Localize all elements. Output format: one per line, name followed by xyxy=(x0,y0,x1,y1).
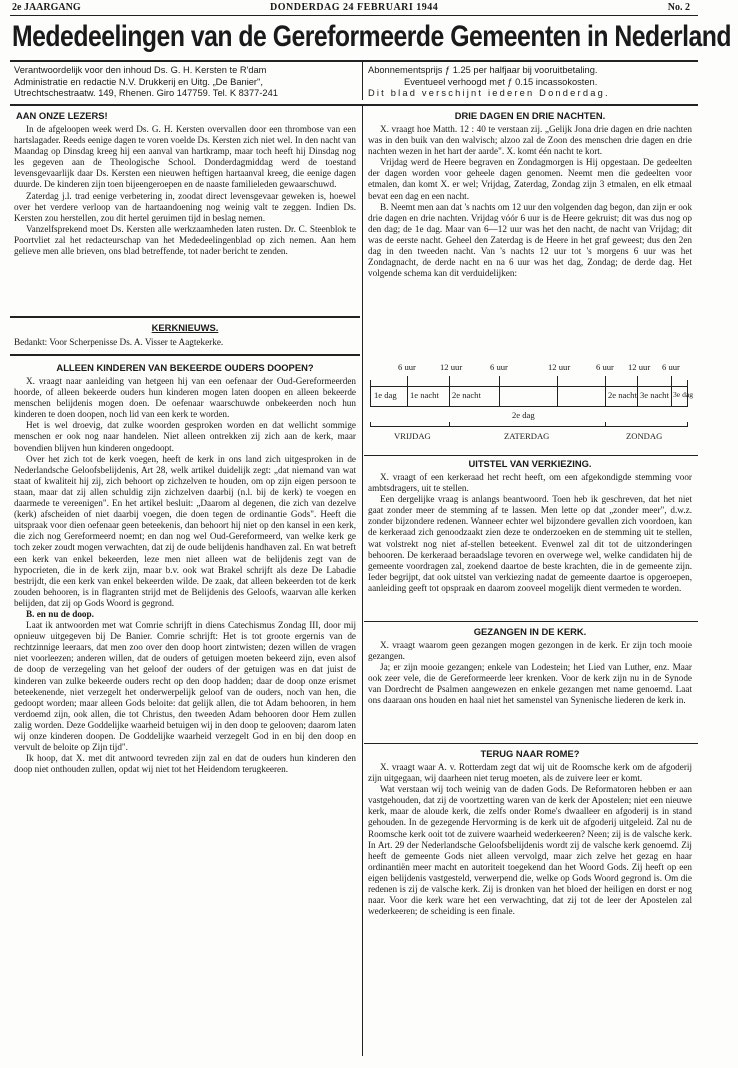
divider xyxy=(10,354,360,356)
schema-tick xyxy=(605,376,606,406)
masthead-title: Mededeelingen van de Gereformeerde Gemeenten in Nederland xyxy=(12,20,732,53)
volume: 2e JAARGANG xyxy=(12,2,81,13)
schema-bracket xyxy=(370,422,371,427)
schema-segment: 3e dag xyxy=(673,390,694,399)
paragraph: Wat verstaan wij toch weinig van de daden Gods. De Reformatoren hebben er aan vastgehouden, dat zij de voortzetting waren van de kerk der Apostelen; niet een nieuwe kerk, maar de aloude kerk, die zelfs onder Rome's dwaalleer en afgoderij is in stand gehouden. In de gezegende Hervorming is de kerk uit de afgoderij uitgeleid. Zal nu de Roomsche kerk ooit tot de zuivere waarheid wederkeeren? Neen; zij is de valsche kerk. In Art. 29 der Nederlandsche Geloofsbelijdenis wordt zij de valsche kerk genoemd. Zij heeft de gemeente Gods niet alleen vervolgd, maar zich zelve het gezag en haar ordinantiën meer macht en autoriteit toegekend dan het Woord Gods. Zij heeft op een eigen belijdenis vastgesteld, verwerpend die, welke op Gods Woord gegrond is. Om die redenen is zij de valsche kerk. Zij is dronken van het bloed der heiligen en dorst er nog naar. Voor die kerk ware het een verwachting, dat zij tot de leer der Apostelen zal wederkeeren; de scheiding is een finale. xyxy=(368,784,692,917)
paragraph: B. Neemt men aan dat 's nachts om 12 uur den volgenden dag begon, dan zijn er ook drie dagen en drie nachten. Vrijdag vóór 6 uur is de Heere gekruist; dit was dus nog op den dag; de 1e dag. Maar van 6—12 uur was het den nacht, de nacht van Vrijdag; dit was de eerste nacht. Geheel den Zaterdag is de Heere in het graf geweest; dus den 2en dag in den tweeden nacht. Van 's nachts 12 uur tot 's morgens 6 uur was het Zondagnacht, de derde nacht en na 6 uur was het dag, Zondag; de derde dag. Het volgende schema kan dit verduidelijken: xyxy=(368,201,692,279)
schema-tick xyxy=(407,376,408,406)
divider xyxy=(362,62,363,100)
issue-number: No. 2 xyxy=(667,2,690,13)
paragraph: X. vraagt waarom geen gezangen mogen gezongen in de kerk. Er zijn toch mooie gezangen. xyxy=(368,640,692,662)
schema-segment: 2e nacht xyxy=(608,390,637,400)
column-divider xyxy=(362,106,363,1056)
paragraph: Het is wel droevig, dat zulke woorden gesproken worden en dat wellicht sommige menschen er ook nog naar handelen. Niet alleen ontrekken zij zich aan de kerk, maar bovendien blijven hun kinderen ongedoopt. xyxy=(14,420,356,453)
schema-tick xyxy=(671,376,672,406)
kerknieuws-text xyxy=(14,337,356,351)
schema-line xyxy=(370,406,688,407)
schema-segment: 1e dag xyxy=(374,390,397,400)
schema-mid: 2e dag xyxy=(512,410,535,420)
paragraph: X. vraagt naar aanleiding van hetgeen hij van een oefenaar der Oud-Gereformeerden hoorde, of alleen bekeerde ouders hun kinderen mogen laten doopen en alleen bekeerde menschen belijdenis mogen doen. De oefenaar waarschuwde onbekeerden noch hun kinderen te doen doopen, noch lid van een kerk te worden. xyxy=(14,376,356,420)
paragraph: Over het zich tot de kerk voegen, heeft de kerk in ons land zich uitgesproken in de Nederlandsche Geloofsbelijdenis, Art 28, welk artikel duidelijk zegt: „dat niemand van wat staat of kwaliteit hij zij, zich behoort op zichzelven te houden, om op zijn eigen persoon te staan, maar dat zij allen schuldig zijn zichzelven daarbij (n.l. bij de kerk) te voegen en daarmede te vereenigen". En het artikel besluit: „Daarom al degenen, die zich van dezelve (kerk) afscheiden of niet daarbij voegen, die doen tegen de ordinantie Gods". Heeft die uitspraak voor dien oefenaar geen beteekenis, dan behoort hij niet op den kansel in een kerk, die zich nog Gereformeerd noemt; en dan nog wel Oud-Gereformeerd, van welke kerk ge toch zeker zoudt mogen verwachten, dat zij de oude belijdenis handhaven zal. En wat betreft een kerk van enkel bekeerden, leze men niet alleen wat de belijdenis zegt van de hypocrieten, die in de kerk zijn, maar b.v. ook wat Brakel schrijft als deze De Labadie bestrijdt, die een kerk van enkel bekeerden wilde. De zaak, dat alleen bekeerden tot de kerk zouden behooren, is in flagranten strijd met de Belijdenis des Geloofs, waarvan alle kerken belijden, dat zij op Gods Woord is gegrond. xyxy=(14,453,356,608)
paragraph: Vanzelfsprekend moet Ds. Kersten alle werkzaamheden laten rusten. Dr. C. Steenblok te Poortvliet zal het redacteurschap van het Mededeelingenblad op zich nemen. Aan hem gelieve men alle brieven, ons blad betreffende, tot nader bericht te zenden. xyxy=(14,223,356,257)
paragraph: In de afgeloopen week werd Ds. G. H. Kersten overvallen door een thrombose van een hartslagader. Reeds eenige dagen te voren voelde Ds. Kersten zich niet wel. In den nacht van Maandag op Dinsdag kreeg hij een aanval van hartkramp, maar toch heeft hij Dinsdag nog les gegeven aan de Theologische School. Donderdagmiddag werd de toestand levensgevaarlijk daar Ds. Kersten een nieuwen heftigen hartaanval kreeg, die eenige dagen duurde. De kinderen zijn toen bijeengeroepen en de naaste familieleden gewaarschuwd. xyxy=(14,124,356,190)
paragraph: Ja; er zijn mooie gezangen; enkele van Lodestein; het Lied van Luther, enz. Maar ook zeer vele, die de Gereformeerde leer krenken. Voor de kerk zijn nu in de Synode van Dordrecht de Psalmen aangewezen en enkele gezangen met name genoemd. Laat ons daaraan ons houden en haal niet het samenstel van Synenische liederen de kerk in. xyxy=(368,662,692,706)
time-schema xyxy=(370,362,694,462)
paragraph: Een dergelijke vraag is anlangs beantwoord. Toen heb ik geschreven, dat het niet gaat zonder meer de stemming af te lassen. Men lette op dat „zonder meer", d.w.z. zonder bijzondere redenen. Wanneer echter wel bijzondere gevallen zich voordoen, kan de kerkeraad zich genoodzaakt zien deze te onderzoeken en de stemming uit te stellen, wat volstrekt nog niet af-stellen beteekent. Evenwel zal dit tot de uitzonderingen behooren. De kerkeraad beraadslage tevoren en overwege wel, welke candidaten hij de gemeente voordragen zal, zoekend daartoe de beste krachten, die in de gemeente zijn. Ieder begrijpt, dat ook uitstel van verkiezing nadat de gemeente daartoe is opgeroepen, aanleiding geeft tot opspraak en daarom zooveel mogelijk dient vermeden te worden. xyxy=(368,494,692,593)
divider xyxy=(10,104,698,106)
rome-heading: TERUG NAAR ROME? xyxy=(480,748,580,759)
schema-time: 6 uur xyxy=(490,362,508,372)
subscription-line-3: Dit blad verschijnt iederen Donderdag. xyxy=(368,88,610,98)
schema-bracket xyxy=(449,422,450,427)
schema-bracket xyxy=(370,426,688,427)
doop-heading: ALLEEN KINDEREN VAN BEKEERDE OUDERS DOOPEN? xyxy=(56,362,314,373)
subscription-info xyxy=(368,65,692,100)
uitstel-text xyxy=(368,472,692,618)
schema-tick xyxy=(557,376,558,406)
kerknieuws-heading: KERKNIEUWS. xyxy=(151,322,219,333)
schema-segment: 1e nacht xyxy=(410,390,439,400)
schema-day: VRIJDAG xyxy=(394,431,431,441)
paragraph: Laat ik antwoorden met wat Comrie schrijft in diens Catechismus Zondag III, door mij opnieuw uitgegeven bij De Banier. Comrie schrijft: Het is tot groote ergernis van de rechtzinnige leeraars, dat men zoo over den doop hoort zintwisten; dezen willen de vragen niet voorleezen; anderen willen, dat de ouders of getuigen moeten bekeerd zijn, even alsof de doop de verzegeling van het geloof der ouders of der getuigen was en dat juist de kinderen van zulke bekeerde ouders recht op den doop hadden; daar de doop onze erismet beteekenende, niet verzegelt het onderwerpelijk geloof van de ouders, noch van hen, die gedoopt worden; maar alleen Gods beloite: dat gelijk allen, die tot Adam behooren, in hem verdoemd zijn, ook allen, die tot Christus, den tweeden Adam behooren door Hem zullen zalig worden. Deze Goddelijke waarheid betuigen wij in den doop te gelooven; daarom laten wij onze kinderen doopen. De Goddelijke waarheid verzegelt God in en bij den doop en vervult de beloite op Zijn tijd". xyxy=(14,620,356,753)
schema-day: ZATERDAG xyxy=(504,431,550,441)
schema-day: ZONDAG xyxy=(626,431,663,441)
responsible-line-2: Administratie en redactie N.V. Drukkerij en Uitg. „De Banier", xyxy=(14,76,263,87)
schema-time: 12 uur xyxy=(548,362,571,372)
divider xyxy=(364,621,698,622)
top-line xyxy=(8,2,698,16)
paragraph: Ik hoop, dat X. met dit antwoord tevreden zijn zal en dat de ouders hun kinderen den doop niet onthouden zullen, opdat wij niet tot het Heidendom terugkeeren. xyxy=(14,753,356,775)
schema-tick xyxy=(449,376,450,406)
divider xyxy=(364,743,698,744)
divider xyxy=(364,455,698,456)
schema-bracket xyxy=(687,422,688,427)
readers-text xyxy=(14,124,356,312)
schema-segment: 2e nacht xyxy=(452,390,481,400)
schema-time: 12 uur xyxy=(440,362,463,372)
uitstel-heading: UITSTEL VAN VERKIEZING. xyxy=(468,458,592,469)
paragraph: Bedankt: Voor Scherpenisse Ds. A. Visser te Aagtekerke. xyxy=(14,337,224,347)
rome-text xyxy=(368,762,692,1058)
schema-segment: 3e nacht xyxy=(640,390,669,400)
schema-line xyxy=(370,386,688,387)
schema-time: 6 uur xyxy=(662,362,680,372)
readers-heading: AAN ONZE LEZERS! xyxy=(16,110,108,121)
drie-dagen-heading: DRIE DAGEN EN DRIE NACHTEN. xyxy=(454,110,606,121)
paragraph: X. vraagt waar A. v. Rotterdam zegt dat wij uit de Roomsche kerk om de afgoderij zijn uitgegaan, wij daarheen niet terug moeten, als de zuivere leer er komt. xyxy=(368,762,692,784)
subheading: B. en nu de doop. xyxy=(26,608,94,619)
schema-time: 12 uur xyxy=(628,362,651,372)
gezangen-text xyxy=(368,640,692,740)
responsible-line-3: Utrechtschestraatw. 149, Rhenen. Giro 147759. Tel. K 8377-241 xyxy=(14,88,278,98)
schema-tick xyxy=(637,376,638,406)
drie-dagen-text xyxy=(368,124,692,358)
paragraph: X. vraagt of een kerkeraad het recht heeft, om een afgekondigde stemming voor ambtsdragers, uit te stellen. xyxy=(368,472,692,494)
responsible-info xyxy=(14,65,354,100)
doop-text xyxy=(14,376,356,1060)
schema-bracket xyxy=(605,422,606,427)
paragraph: Vrijdag werd de Heere begraven en Zondagmorgen is Hij opgestaan. De gedeelten der dagen worden voor geheele dagen genomen. Neemt men die gedeelten voor etmalen, dan komt X. er wel; Vrijdag, Zaterdag, Zondag zijn 3 etmalen, en elk etmaal bevat een dag en een nacht. xyxy=(368,157,692,201)
schema-tick xyxy=(370,380,371,406)
subscription-line-1: Abonnementsprijs ƒ 1.25 per halfjaar bij vooruitbetaling. xyxy=(368,65,598,75)
divider xyxy=(10,316,360,318)
gezangen-heading: GEZANGEN IN DE KERK. xyxy=(473,626,587,637)
responsible-line-1: Verantwoordelijk voor den inhoud Ds. G. H. Kersten te R'dam xyxy=(14,65,267,75)
schema-tick xyxy=(499,376,500,406)
issue-date: DONDERDAG 24 FEBRUARI 1944 xyxy=(270,2,439,13)
paragraph: X. vraagt hoe Matth. 12 : 40 te verstaan zij. „Gelijk Jona drie dagen en drie nachten was in den buik van den walvisch; alzoo zal de Zoon des menschen drie dagen en drie nachten wezen in het hart der aarde". X. komt één nacht te kort. xyxy=(368,124,692,157)
divider xyxy=(10,60,698,62)
schema-time: 6 uur xyxy=(398,362,416,372)
paragraph: Zaterdag j.l. trad eenige verbetering in, zoodat direct levensgevaar geweken is, hoewel over het verdere verloop van de hartaandoening nog weinig valt te zeggen. Indien Ds. Kersten zou herstellen, zou dit hertel geruimen tijd in beslag nemen. xyxy=(14,190,356,223)
schema-time: 6 uur xyxy=(596,362,614,372)
subscription-line-2: Eventueel verhoogd met ƒ 0.15 incassokosten. xyxy=(404,76,598,87)
